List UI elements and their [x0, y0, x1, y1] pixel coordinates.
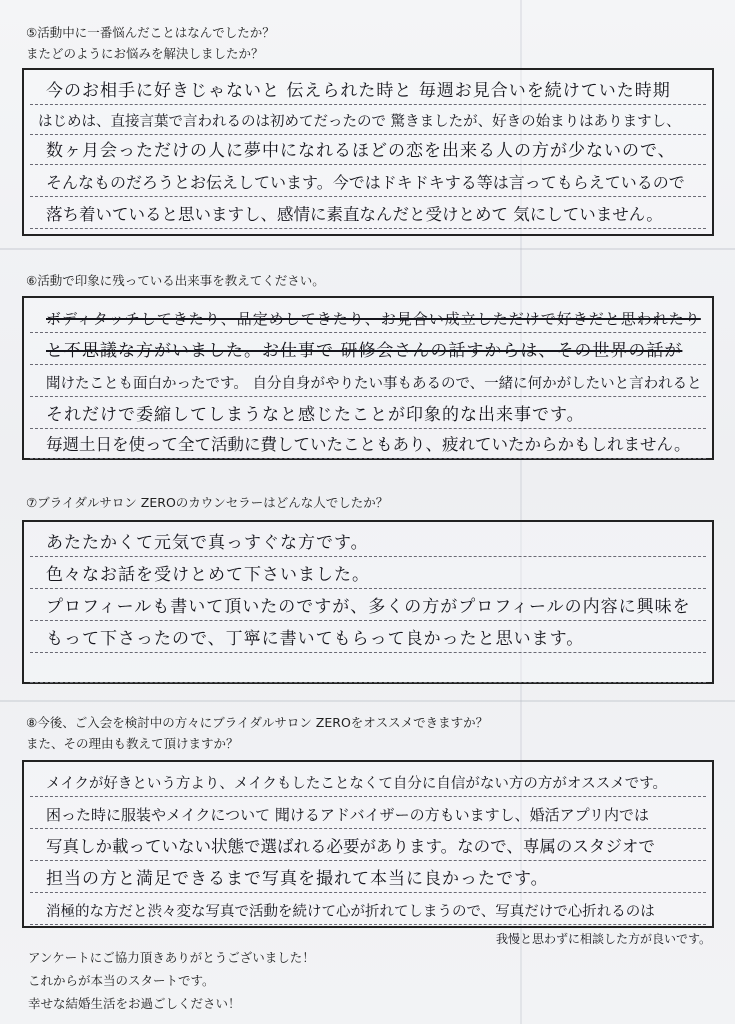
answer-line: それだけで委縮してしまうなと感じたことが印象的な出来事です。: [30, 394, 706, 429]
answer-footnote: 我慢と思わずに相談した方が良いです。: [495, 932, 711, 946]
answer-line: 色々なお話を受けとめて下さいました。: [30, 554, 706, 589]
answer-line: 担当の方と満足できるまで写真を撮れて本当に良かったです。: [30, 858, 706, 893]
question-7: ⑦ブライダルサロン ZEROのカウンセラーはどんな人でしたか？: [26, 495, 389, 510]
answer-line: あたたかくて元気で真っすぐな方です。: [30, 522, 706, 557]
answer-line: ボディタッチしてきたり、品定めしてきたり、お見合い成立しただけで好きだと思われたり: [30, 298, 706, 333]
answer-line: もって下さったので、丁寧に書いてもらって良かったと思います。: [30, 618, 706, 653]
answer-line: 写真しか載っていない状態で選ばれる必要があります。なので、専属のスタジオで: [30, 826, 706, 861]
answer-line: 数ヶ月会っただけの人に夢中になれるほどの恋を出来る人の方が少ないので、: [30, 130, 706, 165]
answer-line: 今のお相手に好きじゃないと 伝えられた時と 毎週お見合いを続けていた時期: [30, 70, 706, 105]
question-5: ⑤活動中に一番悩んだことはなんでしたか？ またどのようにお悩みを解決しましたか？: [26, 25, 275, 61]
answer-line: 聞けたことも面白かったです。 自分自身がやりたい事もあるので、一緒に何かがしたいと言われると: [30, 362, 706, 397]
answer-box-5: [22, 68, 714, 236]
answer-box-7: [22, 520, 714, 684]
answer-box-8: [22, 760, 714, 928]
answer-line: 困った時に服装やメイクについて 聞けるアドバイザーの方もいますし、婚活アプリ内では: [30, 794, 706, 829]
question-6: ⑥活動で印象に残っている出来事を教えてください。: [26, 273, 325, 288]
closing-message: アンケートにご協力頂きありがとうございました！ これからが本当のスタートです。 幸せな結婚生活をお過ごしください！: [28, 950, 315, 1011]
answer-line: 落ち着いていると思いますし、感情に素直なんだと受けとめて 気にしていません。: [30, 194, 706, 229]
answer-line: 毎週土日を使って全て活動に費していたこともあり、疲れていたからかもしれません。: [30, 424, 706, 459]
answer-line: メイクが好きという方より、メイクもしたことなくて自分に自信がない方の方がオススメです。: [30, 762, 706, 797]
answer-line: はじめは、直接言葉で言われるのは初めてだったので 驚きましたが、好きの始まりはありますし、: [30, 100, 706, 135]
answer-line: 消極的な方だと渋々変な写真で活動を続けて心が折れてしまうので、写真だけで心折れるのは: [30, 890, 706, 925]
answer-box-6: [22, 296, 714, 460]
answer-line: [30, 648, 706, 683]
paper-fold: [0, 248, 735, 250]
answer-line: そんなものだろうとお伝えしています。今ではドキドキする等は言ってもらえているので: [30, 162, 706, 197]
question-8: ⑧今後、ご入会を検討中の方々にブライダルサロン ZEROをオススメできますか？ また、その理由も教えて頂けますか？: [26, 715, 489, 751]
paper-fold: [0, 700, 735, 702]
answer-line: プロフィールも書いて頂いたのですが、多くの方がプロフィールの内容に興味を: [30, 586, 706, 621]
answer-line: と不思議な方がいました。お仕事で 研修会さんの話すからは、その世界の話が: [30, 330, 706, 365]
